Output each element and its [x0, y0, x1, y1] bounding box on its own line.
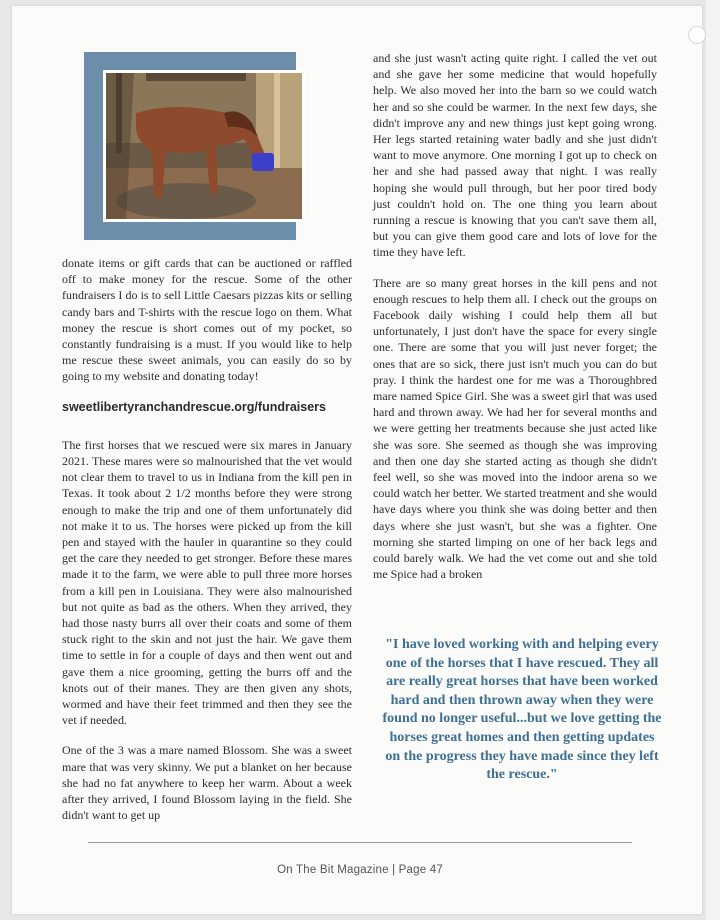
- right-paragraph-1: and she just wasn't acting quite right. I called the vet out and she gave her some medicine that would hopefully help. We also moved her into the barn so we could watch her and so she could be warmer. In the next few days, she didn't improve any and new things just kept going wrong. Her legs started retaining water badly and she just didn't want to move anymore. One morning I got up to check on her and she had passed away that night. I was really hoping she would pull through, but her poor tired body just couldn't hold on. The one thing you learn about running a rescue is knowing that you can't save them all, but you can give them good care and lots of love for the time they have left.: [373, 51, 657, 260]
- left-paragraph-3: One of the 3 was a mare named Blossom. She was a sweet mare that was very skinny. We put a blanket on her because she had no fat anywhere to keep her warm. About a week after they arrived, I found Blossom laying in the field. She didn't want to get up: [62, 743, 352, 823]
- right-column: [373, 50, 657, 597]
- fundraisers-link[interactable]: sweetlibertyranchandrescue.org/fundraisers: [62, 399, 326, 414]
- page-edge: [706, 0, 720, 920]
- footer-divider: [88, 842, 632, 843]
- pull-quote: "I have loved working with and helping every one of the horses that I have rescued. They all are really great horses that have been worked hard and then thrown away when they were found no longer useful...but we love getting the horses great homes and then getting updates on the progress they have made since they left the rescue.": [382, 637, 662, 783]
- left-column: [62, 255, 352, 838]
- page-footer: On The Bit Magazine | Page 47: [277, 864, 443, 876]
- page-corner-button[interactable]: [688, 26, 706, 44]
- horse-photo: [103, 70, 305, 222]
- horse-photo-illustration: [106, 73, 302, 219]
- left-paragraph-1: donate items or gift cards that can be auctioned or raffled off to make money for the rescue. Some of the other fundraisers I do is to sell Little Caesars pizzas kits or selling candy bars and T-shirts with the rescue logo on them. What money the rescue is short comes out of my pocket, so constantly fundraising is a must. If you would like to help me rescue these sweet animals, you can easily do so by going to my website and donating today!: [62, 256, 352, 384]
- left-paragraph-2: The first horses that we rescued were six mares in January 2021. These mares were so malnourished that the vet would not clear them to travel to us in Indiana from the kill pen in Texas. It took about 2 1/2 months before they were strong enough to make the trip and one of them unfortunately did not make it to us. The horses were picked up from the kill pen and stayed with the hauler in quarantine so they could get the care they needed to get stronger. Before these mares made it to the farm, we were able to pull three more horses from a kill pen in Louisiana. They were also malnourished but not quite as bad as the others. When they arrived, they had those nasty burrs all over their coats and some of them stuck right to the skin and not just the hair. We gave them time to settle in for a couple of days and then went out and gave them a nice grooming, getting the burrs off and the knots out of their manes. They are then given any shots, wormed and have their feet trimmed and then they see the vet if needed.: [62, 437, 352, 728]
- right-paragraph-2: There are so many great horses in the kill pens and not enough rescues to help them all. I check out the groups on Facebook daily wishing I could help them all but unfortunately, I just don't have the space for every single one. There are some that you will just never forget; the ones that are so sick, there just isn't much you can do but pray. I think the hardest one for me was a Thoroughbred mare named Spice Girl. She was a sweet girl that was used hard and thrown away. We had her for several months and we were getting her treatments because she just acted like she was sore. She seemed as though she was improving and then one day she started acting as though she didn't feel well, so she was moved into the indoor arena so we could watch her better. We started treatment and she would have days where you think she was doing better and then days where she just wasn't, but she was a fighter. One morning she started limping on one of her back legs and could barely walk. We had the vet come out and she told me Spice had a broken: [373, 275, 657, 582]
